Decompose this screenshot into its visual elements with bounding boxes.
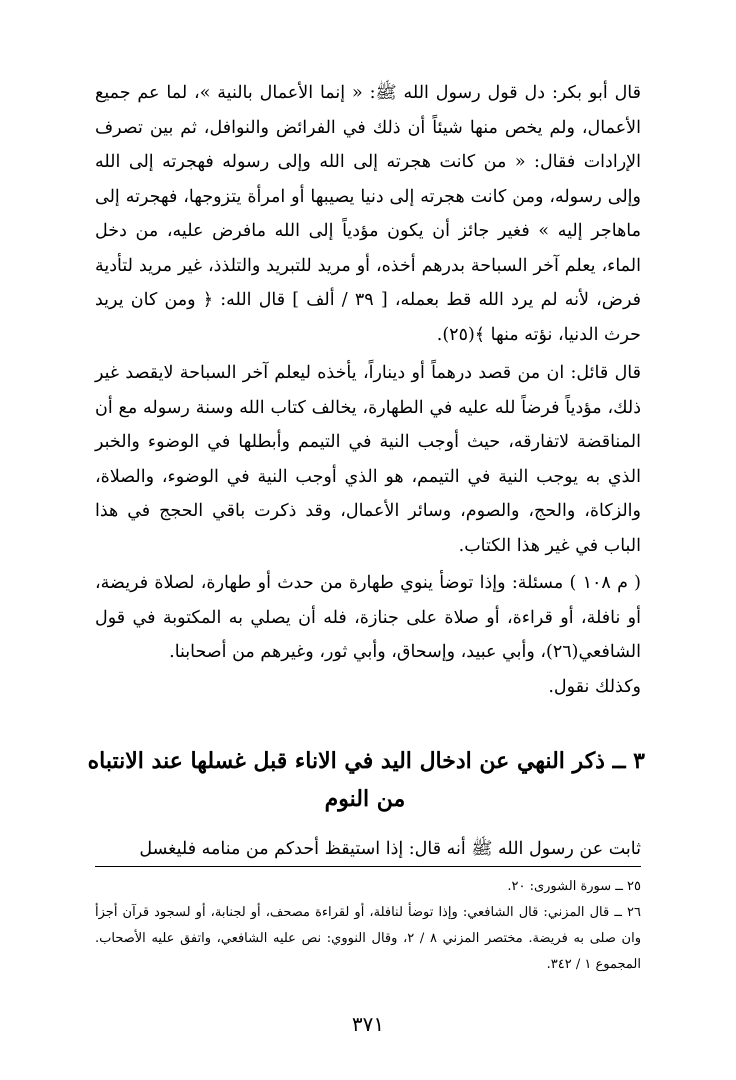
- section-heading: [85, 742, 645, 818]
- page-number: ٣٧١: [351, 1012, 385, 1036]
- paragraph-qail: قال قائل: ان من قصد درهماً أو ديناراً، يأخذه ليعلم آخر السباحة لايقصد غير ذلك، مؤدياً فرضاً لله عليه في الطهارة، يخالف كتاب الله وسنة رسوله مع أن المناقضة لاتفارقه، حيث أوجب النية في التيمم وأبطلها في الوضوء والخبر الذي به يوجب النية في التيمم، هو الذي أوجب النية في الوضوء، والصلاة، والزكاة، والحج، والصوم، وسائر الأعمال، وقد ذكرت باقي الحجج في هذا الباب في غير هذا الكتاب.: [95, 363, 641, 556]
- footnotes: [95, 874, 641, 978]
- footnote-divider: [95, 866, 641, 867]
- paragraph-abu-bakr: قال أبو بكر: دل قول رسول الله ﷺ: « إنما الأعمال بالنية »، لما عم جميع الأعمال، ولم يخص منها شيئاً أن ذلك في الفرائض والنوافل، ثم بين تصرف الإرادات فقال: « من كانت هجرته إلى الله وإلى رسوله فهجرته إلى الله وإلى رسوله، ومن كانت هجرته إلى دنيا يصيبها أو امرأة يتزوجها، فهجرته إلى ماهاجر إليه » فغير جائز أن يكون مؤدياً إلى الله مافرض عليه، من دخل الماء، يعلم آخر السباحة بدرهم أخذه، أو مريد للتبريد والتلذذ، غير مريد لتأدية فرض، لأنه لم يرد الله قط بعمله، [ ٣٩ / ألف ] قال الله: ﴿ ومن كان يريد حرث الدنيا، نؤته منها ﴾(٢٥).: [95, 83, 641, 345]
- footnote-26: ٢٦ ــ قال المزني: قال الشافعي: وإذا توضأ لنافلة، أو لقراءة مصحف، أو لجنابة، أو لسجود قرآن أجزأ وان صلى به فريضة. مختصر المزني ٨ / ٢، وقال النووي: نص عليه الشافعي، واتفق عليه الأصحاب. المجموع ١ / ٣٤٢.: [95, 905, 641, 972]
- footnote-25: ٢٥ ــ سورة الشورى: ٢٠.: [507, 879, 641, 894]
- paragraph-hadith-start: ثابت عن رسول الله ﷺ أنه قال: إذا استيقظ أحدكم من منامه فليغسل: [139, 839, 641, 859]
- paragraph-masala-108: ( م ١٠٨ ) مسئلة: وإذا توضأ ينوي طهارة من حدث أو طهارة، لصلاة فريضة، أو نافلة، أو قراءة، أو صلاة على جنازة، فله أن يصلي به المكتوبة في قول الشافعي(٢٦)، وأبي عبيد، وإسحاق، وأبي ثور، وغيرهم من أصحابنا.: [95, 573, 641, 662]
- paragraph-conclusion: وكذلك نقول.: [548, 677, 641, 697]
- section-heading-line2: من النوم: [324, 786, 406, 812]
- section-heading-line1: ٣ ــ ذكر النهي عن ادخال اليد في الاناء قبل غسلها عند الانتباه: [87, 748, 645, 774]
